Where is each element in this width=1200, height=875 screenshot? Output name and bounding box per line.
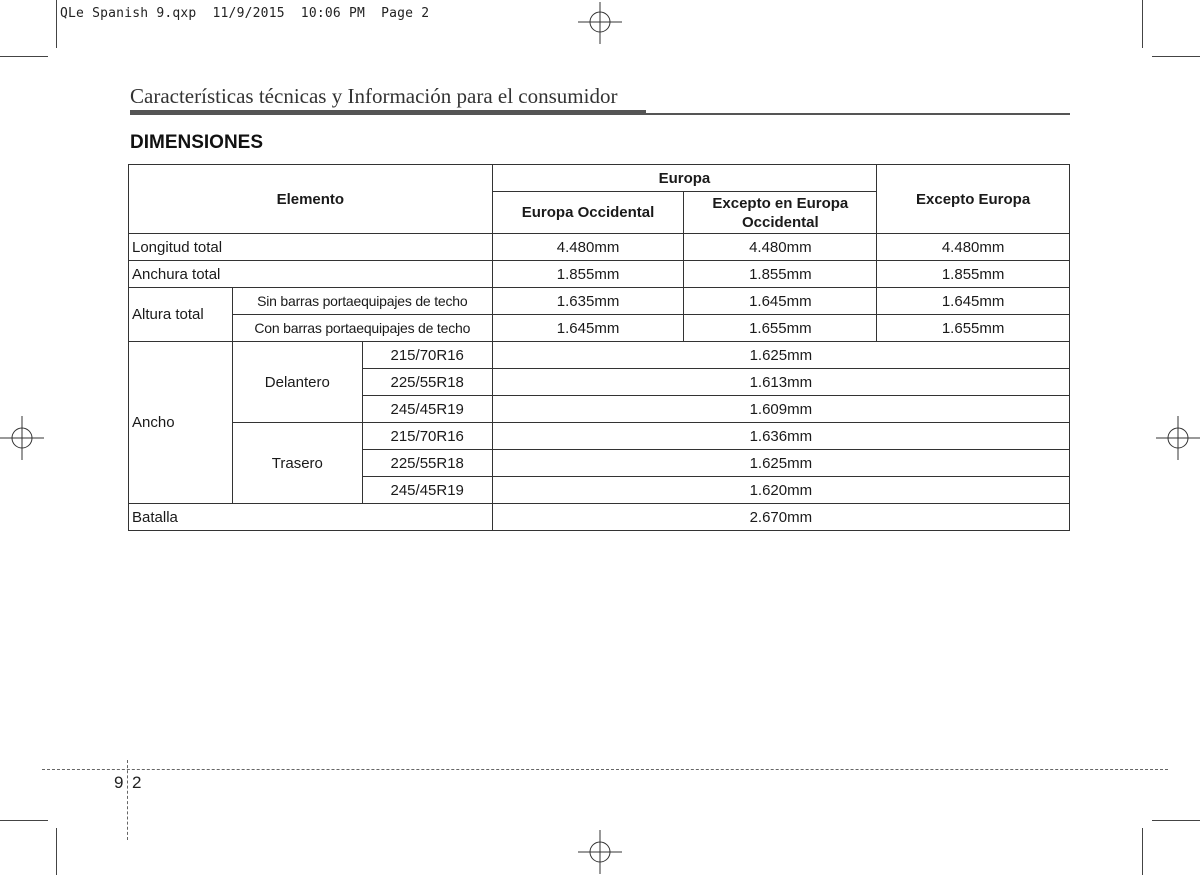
sub-label: Trasero [232, 423, 362, 504]
table-row [129, 234, 1070, 261]
crop-mark [0, 56, 48, 57]
cell-value: 1.625mm [492, 450, 1069, 477]
registration-mark-icon [0, 416, 44, 460]
dimensions-table [128, 164, 1070, 531]
table-row [129, 504, 1070, 531]
row-label: Ancho [129, 342, 233, 504]
sub-label: Delantero [232, 342, 362, 423]
header-europa-occidental: Europa Occidental [492, 192, 684, 234]
header-excepto-europa: Excepto Europa [877, 165, 1070, 234]
print-slug: QLe Spanish 9.qxp 11/9/2015 10:06 PM Page 2 [60, 6, 430, 21]
sub-label: Sin barras portaequipajes de techo [232, 288, 492, 315]
crop-mark [0, 820, 48, 821]
table-row [129, 342, 1070, 369]
tire-size: 215/70R16 [362, 423, 492, 450]
page-heading: DIMENSIONES [130, 132, 264, 153]
tire-size: 225/55R18 [362, 450, 492, 477]
crop-mark [56, 0, 57, 48]
cell-value: 1.645mm [684, 288, 877, 315]
title-rule [646, 113, 1070, 115]
cell-value: 1.855mm [492, 261, 684, 288]
row-label: Longitud total [129, 234, 493, 261]
tire-size: 215/70R16 [362, 342, 492, 369]
registration-mark-icon [578, 830, 622, 874]
cell-value: 1.636mm [492, 423, 1069, 450]
registration-mark-icon [1156, 416, 1200, 460]
section-title: Características técnicas y Información para el consumidor [130, 84, 618, 108]
tire-size: 245/45R19 [362, 477, 492, 504]
sub-label: Con barras portaequipajes de techo [232, 315, 492, 342]
row-label: Batalla [129, 504, 493, 531]
crop-mark [1142, 0, 1143, 48]
crop-mark [56, 828, 57, 875]
cell-value: 4.480mm [877, 234, 1070, 261]
cell-value: 1.855mm [877, 261, 1070, 288]
title-rule [130, 110, 646, 115]
cell-value: 1.655mm [877, 315, 1070, 342]
registration-mark-icon [578, 2, 622, 46]
cell-value: 1.855mm [684, 261, 877, 288]
row-label: Anchura total [129, 261, 493, 288]
page-number: 2 [132, 773, 142, 792]
footer-divider [127, 760, 128, 840]
cell-value: 1.635mm [492, 288, 684, 315]
cell-value: 1.625mm [492, 342, 1069, 369]
chapter-number: 9 [114, 773, 124, 792]
table-header-row [129, 165, 1070, 192]
row-label: Altura total [129, 288, 233, 342]
cell-value: 1.609mm [492, 396, 1069, 423]
table-row [129, 315, 1070, 342]
cell-value: 1.655mm [684, 315, 877, 342]
header-excepto-europa-occidental: Excepto en Europa Occidental [684, 192, 877, 234]
cell-value: 1.645mm [492, 315, 684, 342]
crop-mark [1152, 56, 1200, 57]
footer-rule [42, 769, 1168, 770]
cell-value: 1.645mm [877, 288, 1070, 315]
cell-value: 1.620mm [492, 477, 1069, 504]
table-row [129, 423, 1070, 450]
cell-value: 4.480mm [684, 234, 877, 261]
tire-size: 245/45R19 [362, 396, 492, 423]
cell-value: 4.480mm [492, 234, 684, 261]
tire-size: 225/55R18 [362, 369, 492, 396]
cell-value: 2.670mm [492, 504, 1069, 531]
crop-mark [1142, 828, 1143, 875]
crop-mark [1152, 820, 1200, 821]
header-elemento: Elemento [129, 165, 493, 234]
table-row [129, 261, 1070, 288]
cell-value: 1.613mm [492, 369, 1069, 396]
header-europa: Europa [492, 165, 877, 192]
table-row [129, 288, 1070, 315]
